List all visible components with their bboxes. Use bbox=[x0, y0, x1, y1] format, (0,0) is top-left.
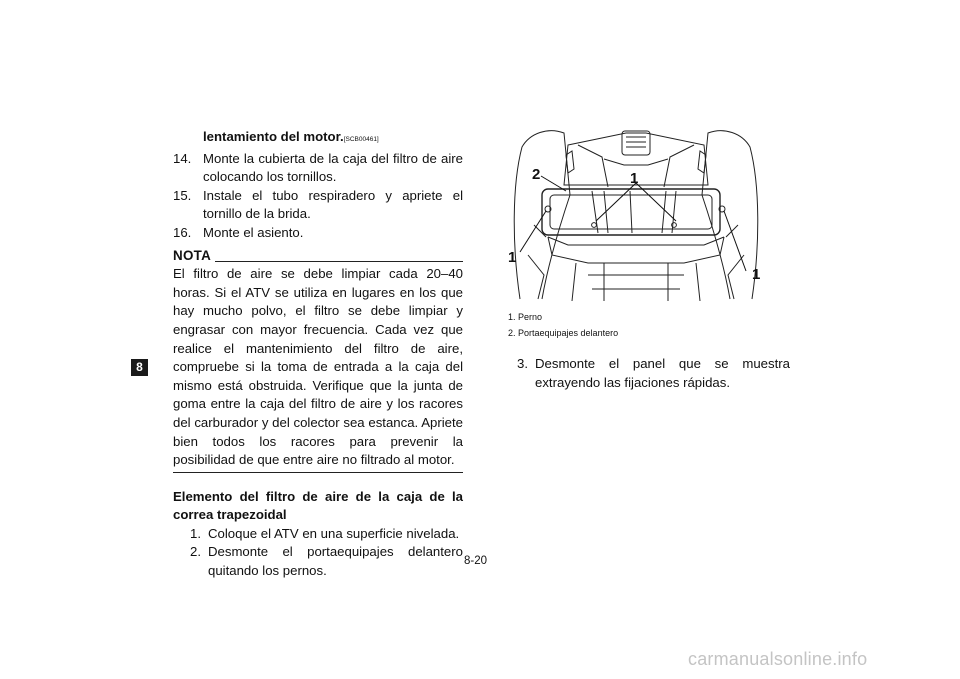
step-text: Instale el tubo respiradero y apriete el tornillo de la brida. bbox=[203, 187, 463, 222]
atv-front-rack-illustration bbox=[508, 125, 764, 301]
step-number: 1. bbox=[190, 525, 201, 541]
right-headlight bbox=[698, 151, 706, 173]
chapter-tab: 8 bbox=[131, 359, 148, 376]
bumper bbox=[548, 237, 724, 245]
step-text: Monte la cubierta de la caja del filtro de aire colocando los tornillos. bbox=[203, 150, 463, 185]
callout-2: 2 bbox=[532, 166, 541, 183]
hood-vent bbox=[622, 131, 650, 155]
nota-rule bbox=[215, 261, 463, 262]
callout-1-top: 1 bbox=[630, 170, 639, 187]
nota-end-rule bbox=[173, 472, 463, 473]
step-number: 16. bbox=[173, 224, 192, 240]
right-fender bbox=[702, 131, 761, 299]
rack-bar-center bbox=[630, 191, 632, 233]
section-step-1 bbox=[173, 525, 463, 544]
section-heading: Elemento del filtro de aire de la caja de la correa trapezoidal bbox=[173, 488, 463, 523]
callout-1-left: 1 bbox=[508, 249, 517, 266]
left-column bbox=[173, 128, 463, 581]
step-number: 2. bbox=[190, 544, 201, 560]
nota-header bbox=[173, 247, 463, 266]
continuation-code: [SCB00461] bbox=[343, 136, 379, 143]
nota-label: NOTA bbox=[173, 247, 212, 263]
step-text: Desmonte el portaequipajes delantero quitando los pernos. bbox=[208, 544, 463, 579]
step-14 bbox=[173, 150, 463, 187]
left-headlight bbox=[566, 151, 574, 173]
step-15 bbox=[173, 187, 463, 224]
leader-1-right bbox=[724, 211, 746, 271]
step-text: Desmonte el panel que se muestra extrayendo las fijaciones rápidas. bbox=[535, 356, 790, 390]
caption-1: 1. Perno bbox=[508, 312, 543, 322]
watermark: carmanualsonline.info bbox=[688, 649, 868, 669]
step-16 bbox=[173, 224, 463, 243]
right-step-3 bbox=[500, 355, 790, 392]
figure-captions bbox=[508, 309, 618, 341]
right-column bbox=[500, 355, 790, 392]
section-step-2 bbox=[173, 543, 463, 580]
step-number: 14. bbox=[173, 150, 192, 166]
step-text: Monte el asiento. bbox=[203, 224, 304, 240]
step-number: 15. bbox=[173, 187, 192, 203]
continuation-line bbox=[173, 128, 463, 150]
step-text: Coloque el ATV en una superficie nivelada. bbox=[208, 525, 460, 541]
caption-2: 2. Portaequipajes delantero bbox=[508, 328, 619, 338]
step-number: 3. bbox=[517, 356, 528, 371]
callout-1-right: 1 bbox=[752, 266, 761, 283]
rack-crossbar-right bbox=[662, 191, 676, 233]
nota-text: El filtro de aire se debe limpiar cada 20–40 horas. Si el ATV se utiliza en lugares en los que hay mucho polvo, el filtro se debe limpiar y engrasar con mayor frecuencia. Cada vez que realice el mantenimiento del filtro de aire, compruebe si la toma de entrada a la caja del mismo está obstruida. Verifique que la junta de goma entre la caja del filtro de aire y los racores del carburador y del colector sea estanca. Apriete bien todos los racores para prevenir la posibilidad de que entre aire no filtrado al motor. bbox=[173, 266, 463, 468]
page-number: 8-20 bbox=[464, 555, 488, 567]
continuation-bold: lentamiento del motor. bbox=[203, 129, 344, 144]
